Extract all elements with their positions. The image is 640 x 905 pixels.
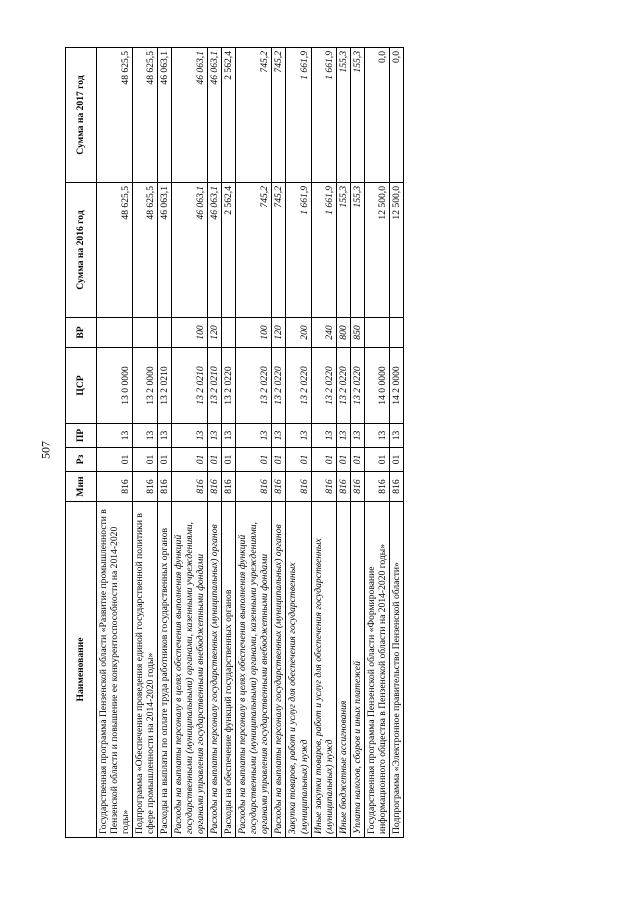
table-row: [236, 48, 272, 838]
cell-pr: 13: [389, 424, 403, 448]
cell-sum-2017: 48 625,5: [97, 48, 133, 183]
cell-csr: 14 0 0000: [364, 348, 389, 424]
cell-name: Иные закупки товаров, работ и услуг для обеспечения государственных (муниципальных) нужд: [311, 502, 336, 838]
table-row: [336, 48, 350, 838]
cell-rz: 01: [236, 448, 272, 472]
cell-csr: 13 2 0220: [236, 348, 272, 424]
cell-min: 816: [272, 472, 286, 502]
cell-sum-2016: 46 063,1: [208, 183, 222, 318]
cell-csr: 13 2 0210: [172, 348, 208, 424]
cell-sum-2017: 46 063,1: [208, 48, 222, 183]
cell-rz: 01: [208, 448, 222, 472]
cell-csr: 13 2 0210: [208, 348, 222, 424]
cell-sum-2017: 1 661,9: [311, 48, 336, 183]
cell-sum-2017: 0,0: [389, 48, 403, 183]
cell-sum-2016: 46 063,1: [172, 183, 208, 318]
cell-min: 816: [286, 472, 311, 502]
cell-sum-2016: 1 661,9: [311, 183, 336, 318]
cell-vr: 120: [208, 318, 222, 348]
cell-pr: 13: [222, 424, 236, 448]
table-row: [158, 48, 172, 838]
cell-min: 816: [336, 472, 350, 502]
cell-pr: 13: [336, 424, 350, 448]
cell-sum-2017: 2 562,4: [222, 48, 236, 183]
cell-pr: 13: [208, 424, 222, 448]
header-name: Наименование: [66, 502, 97, 838]
cell-name: Уплата налогов, сборов и иных платежей: [350, 502, 364, 838]
cell-rz: 01: [286, 448, 311, 472]
cell-sum-2016: 1 661,9: [286, 183, 311, 318]
cell-rz: 01: [336, 448, 350, 472]
cell-csr: 13 2 0210: [158, 348, 172, 424]
cell-sum-2016: 48 625,5: [97, 183, 133, 318]
cell-csr: 13 2 0220: [272, 348, 286, 424]
cell-csr: 14 2 0000: [389, 348, 403, 424]
cell-pr: 13: [97, 424, 133, 448]
table-row: [286, 48, 311, 838]
cell-sum-2017: 155,3: [350, 48, 364, 183]
cell-sum-2017: 46 063,1: [172, 48, 208, 183]
cell-min: 816: [236, 472, 272, 502]
cell-name: Расходы на выплаты персоналу в целях обеспечения выполнения функций государственными (муниципальными) органами, казенными учреждениями, органами управления государственными внебюджетными фондами: [172, 502, 208, 838]
cell-rz: 01: [172, 448, 208, 472]
cell-sum-2017: 155,3: [336, 48, 350, 183]
page-number: 507: [38, 441, 53, 459]
cell-pr: 13: [133, 424, 158, 448]
cell-min: 816: [97, 472, 133, 502]
cell-rz: 01: [311, 448, 336, 472]
cell-vr: 800: [336, 318, 350, 348]
table-row: [97, 48, 133, 838]
cell-sum-2016: 745,2: [272, 183, 286, 318]
table-row: [172, 48, 208, 838]
cell-sum-2017: 48 625,5: [133, 48, 158, 183]
cell-sum-2016: 12 500,0: [364, 183, 389, 318]
cell-vr: 120: [272, 318, 286, 348]
cell-min: 816: [208, 472, 222, 502]
cell-name: Расходы на выплаты персоналу государственных (муниципальных) органов: [272, 502, 286, 838]
cell-min: 816: [364, 472, 389, 502]
header-sum-2016: Сумма на 2016 год: [66, 183, 97, 318]
cell-vr: 240: [311, 318, 336, 348]
cell-sum-2016: 155,3: [350, 183, 364, 318]
cell-pr: 13: [158, 424, 172, 448]
cell-vr: 850: [350, 318, 364, 348]
cell-rz: 01: [364, 448, 389, 472]
table-row: [272, 48, 286, 838]
cell-min: 816: [222, 472, 236, 502]
cell-sum-2016: 2 562,4: [222, 183, 236, 318]
table-body: [97, 48, 404, 838]
cell-name: Расходы на выплаты по оплате труда работников государственных органов: [158, 502, 172, 838]
cell-vr: [222, 318, 236, 348]
header-vr: ВР: [66, 318, 97, 348]
cell-vr: 100: [236, 318, 272, 348]
cell-pr: 13: [286, 424, 311, 448]
cell-min: 816: [133, 472, 158, 502]
cell-sum-2016: 155,3: [336, 183, 350, 318]
cell-name: Иные бюджетные ассигнования: [336, 502, 350, 838]
cell-min: 816: [350, 472, 364, 502]
table-row: [364, 48, 389, 838]
cell-sum-2017: 1 661,9: [286, 48, 311, 183]
budget-table-container: [65, 48, 605, 838]
cell-csr: 13 2 0000: [133, 348, 158, 424]
cell-csr: 13 2 0220: [286, 348, 311, 424]
table-row: [222, 48, 236, 838]
cell-name: Государственная программа Пензенской области «Формирование информационного общества в Пензенской области на 2014-2020 годы»: [364, 502, 389, 838]
header-pr: ПР: [66, 424, 97, 448]
cell-rz: 01: [158, 448, 172, 472]
cell-vr: [97, 318, 133, 348]
table-row: [133, 48, 158, 838]
cell-sum-2016: 12 500,0: [389, 183, 403, 318]
cell-rz: 01: [222, 448, 236, 472]
cell-csr: 13 0 0000: [97, 348, 133, 424]
cell-pr: 13: [236, 424, 272, 448]
cell-min: 816: [172, 472, 208, 502]
table-row: [350, 48, 364, 838]
cell-min: 816: [311, 472, 336, 502]
cell-sum-2016: 745,2: [236, 183, 272, 318]
cell-name: Расходы на выплаты персоналу в целях обеспечения выполнения функций государственными (муниципальными) органами, казенными учреждениями, органами управления государственными внебюджетными фондами: [236, 502, 272, 838]
table-row: [208, 48, 222, 838]
cell-csr: 13 2 0220: [336, 348, 350, 424]
cell-pr: 13: [172, 424, 208, 448]
cell-vr: [364, 318, 389, 348]
cell-min: 816: [389, 472, 403, 502]
cell-vr: [389, 318, 403, 348]
header-min: Мин: [66, 472, 97, 502]
cell-csr: 13 2 0220: [311, 348, 336, 424]
cell-vr: 200: [286, 318, 311, 348]
cell-rz: 01: [97, 448, 133, 472]
cell-pr: 13: [311, 424, 336, 448]
cell-rz: 01: [389, 448, 403, 472]
cell-csr: 13 2 0220: [222, 348, 236, 424]
cell-sum-2017: 745,2: [236, 48, 272, 183]
table-header-row: [66, 48, 97, 838]
cell-sum-2017: 745,2: [272, 48, 286, 183]
cell-pr: 13: [272, 424, 286, 448]
cell-sum-2017: 0,0: [364, 48, 389, 183]
cell-name: Подпрограмма «Обеспечение проведения единой государственной политики в сфере промышленности на 2014-2020 годы»: [133, 502, 158, 838]
cell-rz: 01: [350, 448, 364, 472]
cell-pr: 13: [364, 424, 389, 448]
cell-rz: 01: [133, 448, 158, 472]
cell-vr: [133, 318, 158, 348]
cell-name: Подпрограмма «Электронное правительство Пензенской области»: [389, 502, 403, 838]
cell-sum-2017: 46 063,1: [158, 48, 172, 183]
cell-name: Расходы на обеспечение функций государственных органов: [222, 502, 236, 838]
cell-sum-2016: 48 625,5: [133, 183, 158, 318]
cell-vr: 100: [172, 318, 208, 348]
cell-name: Закупка товаров, работ и услуг для обеспечения государственных (муниципальных) нужд: [286, 502, 311, 838]
cell-min: 816: [158, 472, 172, 502]
table-row: [389, 48, 403, 838]
header-rz: Рз: [66, 448, 97, 472]
cell-csr: 13 2 0220: [350, 348, 364, 424]
table-row: [311, 48, 336, 838]
cell-vr: [158, 318, 172, 348]
cell-name: Расходы на выплаты персоналу государственных (муниципальных) органов: [208, 502, 222, 838]
header-sum-2017: Сумма на 2017 год: [66, 48, 97, 183]
cell-pr: 13: [350, 424, 364, 448]
budget-table: [65, 47, 404, 838]
header-csr: ЦСР: [66, 348, 97, 424]
cell-rz: 01: [272, 448, 286, 472]
cell-sum-2016: 46 063,1: [158, 183, 172, 318]
cell-name: Государственная программа Пензенской области «Развитие промышленности в Пензенской области и повышение ее конкурентоспособности на 2014-2020 годы»: [97, 502, 133, 838]
